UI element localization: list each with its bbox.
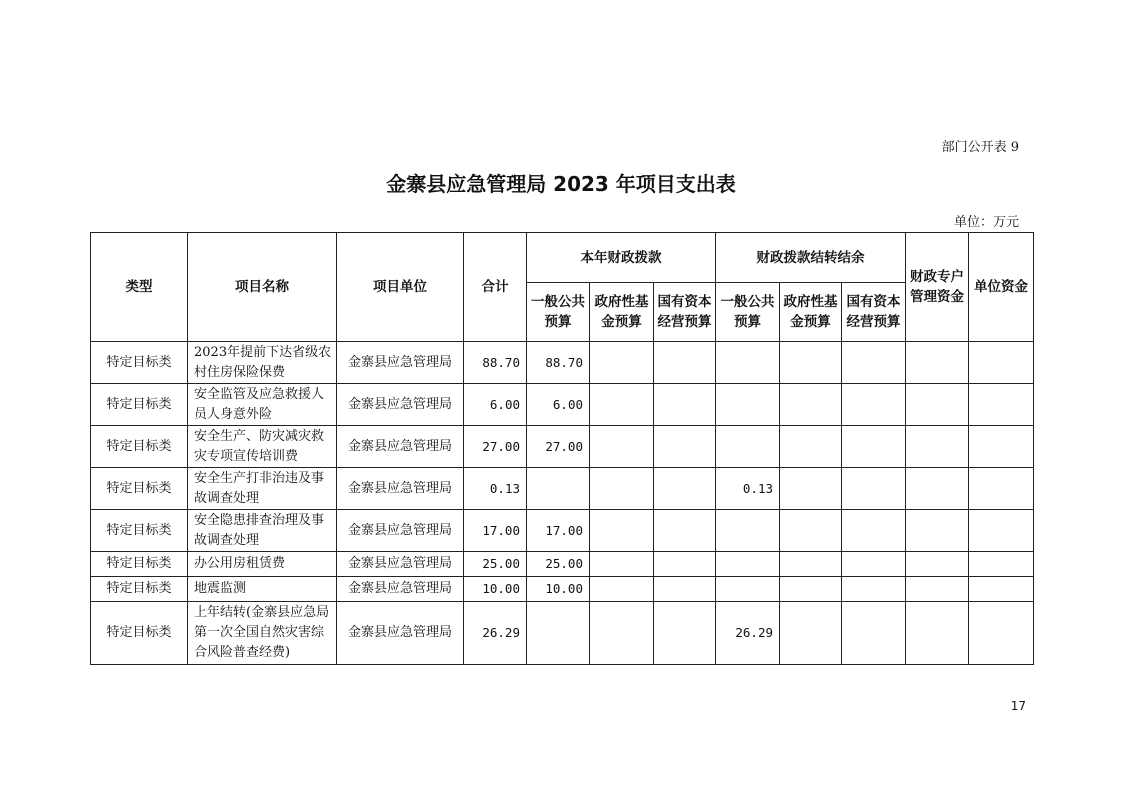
table-row	[91, 384, 1034, 426]
header-unit-fund: 单位资金	[969, 233, 1034, 342]
cell-carryover-fund	[780, 510, 842, 552]
table-row	[91, 426, 1034, 468]
cell-unit-fund	[969, 552, 1034, 577]
cell-current-state	[654, 577, 716, 602]
cell-unit-fund	[969, 468, 1034, 510]
cell-fiscal-special	[906, 384, 969, 426]
cell-total: 0.13	[464, 468, 527, 510]
cell-project-unit: 金寨县应急管理局	[337, 552, 464, 577]
cell-current-general: 10.00	[527, 577, 590, 602]
cell-carryover-state	[842, 510, 906, 552]
cell-current-general: 25.00	[527, 552, 590, 577]
table-row	[91, 602, 1034, 665]
cell-current-state	[654, 384, 716, 426]
cell-current-fund	[590, 342, 654, 384]
cell-project-name: 2023年提前下达省级农村住房保险保费	[188, 342, 337, 384]
cell-project-name: 地震监测	[188, 577, 337, 602]
project-expenditure-table	[90, 232, 1034, 665]
cell-carryover-state	[842, 426, 906, 468]
cell-project-unit: 金寨县应急管理局	[337, 342, 464, 384]
cell-unit-fund	[969, 426, 1034, 468]
cell-unit-fund	[969, 510, 1034, 552]
cell-project-name: 安全生产、防灾减灾救灾专项宣传培训费	[188, 426, 337, 468]
page-title: 金寨县应急管理局 2023 年项目支出表	[386, 172, 736, 196]
cell-carryover-general	[716, 510, 780, 552]
cell-type: 特定目标类	[91, 510, 188, 552]
cell-current-state	[654, 426, 716, 468]
cell-project-name: 安全监管及应急救援人员人身意外险	[188, 384, 337, 426]
header-project-unit: 项目单位	[337, 233, 464, 342]
cell-total: 25.00	[464, 552, 527, 577]
header-current-gov-fund: 政府性基金预算	[590, 283, 654, 342]
cell-carryover-fund	[780, 426, 842, 468]
header-carryover-general-budget: 一般公共预算	[716, 283, 780, 342]
cell-type: 特定目标类	[91, 468, 188, 510]
cell-carryover-state	[842, 577, 906, 602]
cell-unit-fund	[969, 602, 1034, 665]
cell-fiscal-special	[906, 510, 969, 552]
cell-carryover-fund	[780, 384, 842, 426]
cell-current-fund	[590, 384, 654, 426]
cell-project-name: 上年结转(金寨县应急局第一次全国自然灾害综合风险普查经费)	[188, 602, 337, 665]
cell-current-fund	[590, 426, 654, 468]
cell-carryover-general	[716, 426, 780, 468]
cell-current-general: 17.00	[527, 510, 590, 552]
cell-project-unit: 金寨县应急管理局	[337, 577, 464, 602]
cell-type: 特定目标类	[91, 552, 188, 577]
cell-current-general: 6.00	[527, 384, 590, 426]
cell-current-state	[654, 342, 716, 384]
cell-unit-fund	[969, 342, 1034, 384]
cell-fiscal-special	[906, 577, 969, 602]
cell-total: 6.00	[464, 384, 527, 426]
form-number: 部门公开表 9	[941, 140, 1019, 155]
cell-total: 27.00	[464, 426, 527, 468]
cell-carryover-fund	[780, 577, 842, 602]
cell-current-general	[527, 468, 590, 510]
header-carryover-state-capital: 国有资本经营预算	[842, 283, 906, 342]
cell-fiscal-special	[906, 552, 969, 577]
cell-current-general: 88.70	[527, 342, 590, 384]
cell-carryover-fund	[780, 342, 842, 384]
table-row	[91, 510, 1034, 552]
cell-project-unit: 金寨县应急管理局	[337, 602, 464, 665]
cell-current-fund	[590, 577, 654, 602]
cell-current-state	[654, 468, 716, 510]
header-current-state-capital: 国有资本经营预算	[654, 283, 716, 342]
cell-project-name: 安全生产打非治违及事故调查处理	[188, 468, 337, 510]
cell-current-general	[527, 602, 590, 665]
cell-carryover-fund	[780, 602, 842, 665]
cell-current-state	[654, 552, 716, 577]
cell-current-fund	[590, 468, 654, 510]
page-number: 17	[1010, 699, 1026, 713]
cell-fiscal-special	[906, 602, 969, 665]
cell-carryover-general	[716, 342, 780, 384]
cell-carryover-state	[842, 342, 906, 384]
cell-project-unit: 金寨县应急管理局	[337, 510, 464, 552]
cell-type: 特定目标类	[91, 577, 188, 602]
cell-carryover-general: 0.13	[716, 468, 780, 510]
cell-total: 88.70	[464, 342, 527, 384]
header-current-general-budget: 一般公共预算	[527, 283, 590, 342]
cell-carryover-general: 26.29	[716, 602, 780, 665]
cell-current-general: 27.00	[527, 426, 590, 468]
table-row	[91, 342, 1034, 384]
cell-fiscal-special	[906, 426, 969, 468]
cell-project-name: 办公用房租赁费	[188, 552, 337, 577]
cell-fiscal-special	[906, 342, 969, 384]
cell-carryover-general	[716, 552, 780, 577]
header-carryover-gov-fund: 政府性基金预算	[780, 283, 842, 342]
cell-unit-fund	[969, 577, 1034, 602]
header-type: 类型	[91, 233, 188, 342]
cell-carryover-state	[842, 384, 906, 426]
cell-total: 17.00	[464, 510, 527, 552]
cell-current-fund	[590, 552, 654, 577]
cell-total: 26.29	[464, 602, 527, 665]
cell-type: 特定目标类	[91, 342, 188, 384]
header-project-name: 项目名称	[188, 233, 337, 342]
header-carryover-balance: 财政拨款结转结余	[716, 233, 906, 283]
cell-project-name: 安全隐患排查治理及事故调查处理	[188, 510, 337, 552]
cell-project-unit: 金寨县应急管理局	[337, 384, 464, 426]
cell-project-unit: 金寨县应急管理局	[337, 426, 464, 468]
header-total: 合计	[464, 233, 527, 342]
header-fiscal-special-account: 财政专户管理资金	[906, 233, 969, 342]
unit-label: 单位：万元	[953, 215, 1019, 230]
cell-type: 特定目标类	[91, 602, 188, 665]
cell-current-state	[654, 510, 716, 552]
header-current-year-appropriation: 本年财政拨款	[527, 233, 716, 283]
table-row	[91, 468, 1034, 510]
table-row	[91, 552, 1034, 577]
cell-total: 10.00	[464, 577, 527, 602]
cell-carryover-fund	[780, 468, 842, 510]
cell-carryover-state	[842, 552, 906, 577]
cell-type: 特定目标类	[91, 384, 188, 426]
cell-carryover-general	[716, 384, 780, 426]
cell-project-unit: 金寨县应急管理局	[337, 468, 464, 510]
cell-current-state	[654, 602, 716, 665]
cell-current-fund	[590, 602, 654, 665]
cell-carryover-state	[842, 468, 906, 510]
cell-carryover-fund	[780, 552, 842, 577]
cell-type: 特定目标类	[91, 426, 188, 468]
cell-carryover-state	[842, 602, 906, 665]
cell-unit-fund	[969, 384, 1034, 426]
cell-current-fund	[590, 510, 654, 552]
cell-fiscal-special	[906, 468, 969, 510]
table-row	[91, 577, 1034, 602]
cell-carryover-general	[716, 577, 780, 602]
